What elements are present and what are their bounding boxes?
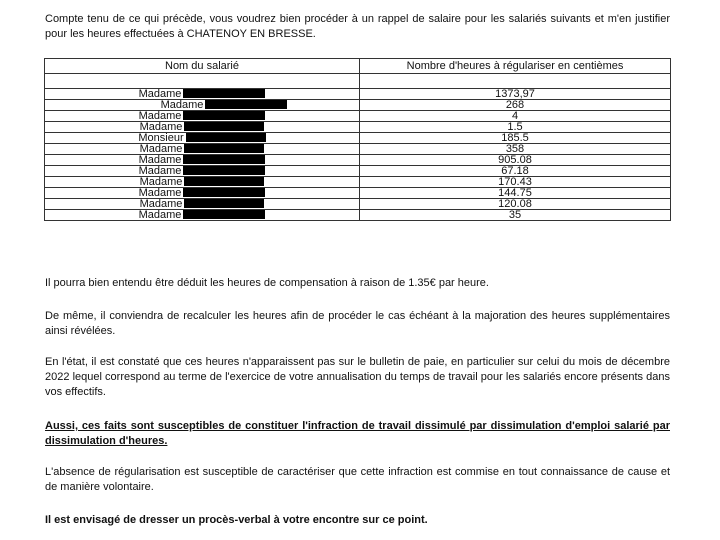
report-paragraph: Il est envisagé de dresser un procès-verbal à votre encontre sur ce point. — [45, 514, 428, 526]
hours-cell: 67.18 — [360, 166, 671, 177]
employee-cell — [45, 199, 360, 210]
hours-cell: 905.08 — [360, 155, 671, 166]
table-row — [45, 122, 671, 133]
table-row — [45, 177, 671, 188]
offense-paragraph: Aussi, ces faits sont susceptibles de constituer l'infraction de travail dissimulé par dissimulation d'emploi salarié par dissimulation d'heures. — [45, 420, 670, 447]
civility-text: Monsieur — [138, 132, 184, 144]
hours-cell: 35 — [360, 210, 671, 221]
redacted-name — [183, 111, 265, 120]
payslip-paragraph: En l'état, il est constaté que ces heures n'apparaissent pas sur le bulletin de paie, en particulier sur celui du mois de décembre 2022 lequel correspond au terme de l'exercice de votre annualisation du temps de travail pour les salariés encore présents dans vos effectifs. — [45, 356, 670, 398]
civility-text: Madame — [138, 187, 182, 199]
redacted-name — [183, 188, 265, 197]
redacted-name — [184, 199, 264, 208]
civility-text: Madame — [138, 154, 182, 166]
hours-cell: 170.43 — [360, 177, 671, 188]
employee-cell — [45, 133, 360, 144]
table-row — [45, 111, 671, 122]
table-row — [45, 188, 671, 199]
employee-cell — [45, 144, 360, 155]
employee-cell — [45, 210, 360, 221]
compensation-paragraph: Il pourra bien entendu être déduit les heures de compensation à raison de 1.35€ par heure. — [45, 277, 489, 289]
table-row — [45, 100, 671, 111]
civility-text: Madame — [138, 110, 182, 122]
redacted-name — [186, 133, 266, 142]
table-empty-row — [45, 74, 671, 89]
column-header-name: Nom du salarié — [45, 59, 360, 74]
hours-cell: 120.08 — [360, 199, 671, 210]
table-row — [45, 133, 671, 144]
table-row — [45, 144, 671, 155]
employee-cell — [45, 100, 360, 111]
hours-cell: 1373,97 — [360, 89, 671, 100]
column-header-hours: Nombre d'heures à régulariser en centièmes — [360, 59, 671, 74]
hours-cell: 185.5 — [360, 133, 671, 144]
hours-cell: 1.5 — [360, 122, 671, 133]
hours-cell: 268 — [360, 100, 671, 111]
redacted-name — [183, 89, 265, 98]
recalculation-paragraph: De même, il conviendra de recalculer les heures afin de procéder le cas échéant à la majoration des heures supplémentaires ainsi révélées. — [45, 310, 670, 337]
civility-text: Madame — [160, 99, 204, 111]
hours-cell: 4 — [360, 111, 671, 122]
civility-text: Madame — [139, 121, 183, 133]
employee-cell — [45, 89, 360, 100]
intro-paragraph: Compte tenu de ce qui précède, vous voudrez bien procéder à un rappel de salaire pour les salariés suivants et m'en justifier pour les heures effectuées à CHATENOY EN BRESSE. — [45, 13, 670, 40]
employee-cell — [45, 177, 360, 188]
civility-text: Madame — [138, 209, 182, 221]
civility-text: Madame — [138, 88, 182, 100]
intent-paragraph: L'absence de régularisation est susceptible de caractériser que cette infraction est commise en tout connaissance de cause et de manière volontaire. — [45, 466, 670, 493]
redacted-name — [184, 122, 264, 131]
redacted-name — [183, 155, 265, 164]
table-row — [45, 155, 671, 166]
table-row — [45, 210, 671, 221]
civility-text: Madame — [139, 176, 183, 188]
employee-cell — [45, 166, 360, 177]
redacted-name — [183, 210, 265, 219]
table-header-row — [45, 59, 671, 74]
civility-text: Madame — [139, 198, 183, 210]
table-row — [45, 199, 671, 210]
table-row — [45, 166, 671, 177]
civility-text: Madame — [139, 143, 183, 155]
employee-cell — [45, 111, 360, 122]
salary-table — [44, 58, 671, 221]
employee-cell — [45, 155, 360, 166]
hours-cell: 144.75 — [360, 188, 671, 199]
redacted-name — [184, 144, 264, 153]
redacted-name — [184, 177, 264, 186]
civility-text: Madame — [138, 165, 182, 177]
employee-cell — [45, 122, 360, 133]
employee-cell — [45, 188, 360, 199]
redacted-name — [205, 100, 287, 109]
hours-cell: 358 — [360, 144, 671, 155]
redacted-name — [183, 166, 265, 175]
table-row — [45, 89, 671, 100]
